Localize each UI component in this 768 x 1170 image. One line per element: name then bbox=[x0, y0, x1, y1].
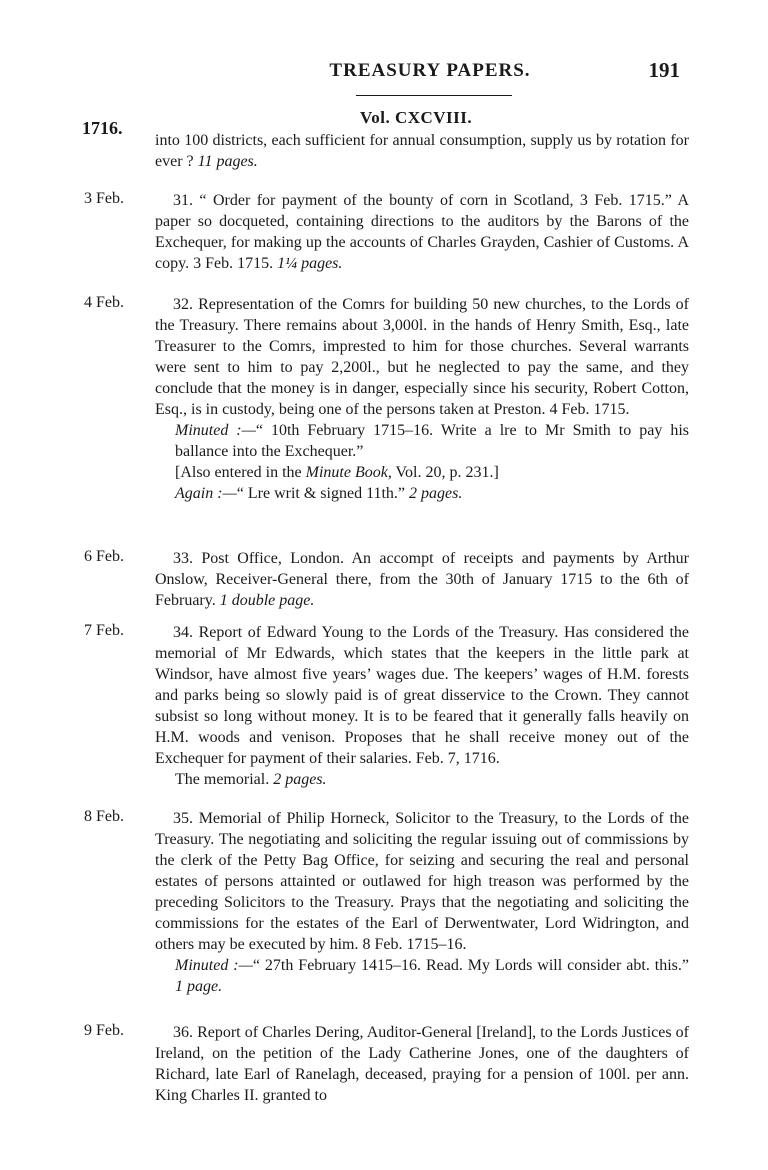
entry-date: 9 Feb. bbox=[84, 1022, 124, 1039]
entry-date: 7 Feb. bbox=[84, 622, 124, 639]
minuted-label: Minuted :— bbox=[175, 422, 256, 439]
year-label: 1716. bbox=[82, 118, 123, 138]
continuation-entry bbox=[155, 130, 689, 172]
entry-36 bbox=[155, 1022, 689, 1106]
memorial-note: The memorial. bbox=[175, 771, 270, 788]
running-title: TREASURY PAPERS. bbox=[329, 60, 531, 81]
page-count: 1 double page. bbox=[219, 592, 315, 609]
entry-text: 31. “ Order for payment of the bounty of corn in Scotland, 3 Feb. 1715.” A paper so docqueted, containing directions to the auditors by the Barons of the Exchequer, for making up the accounts of Charles Grayden, Cashier of Customs. A copy. 3 Feb. 1715. bbox=[155, 192, 689, 272]
entry-text: 35. Memorial of Philip Horneck, Solicitor to the Treasury, to the Lords of the Treasury. The negotiating and soliciting the regular issuing out of commissions by the clerk of the Petty Bag Office, for seizing and securing the real and personal estates of persons attainted or outlawed for high treason was performed by the preceding Solicitors to the Treasury. Prays that the negotiating and soliciting the commissions for the estates of the Earl of Derwentwater, Lord Widrington, and others may be executed by him. 8 Feb. 1715–16. bbox=[155, 810, 689, 953]
minuted-label: Minuted :— bbox=[175, 957, 253, 974]
entry-text: 36. Report of Charles Dering, Auditor-General [Ireland], to the Lords Justices of Ireland, on the petition of the Lady Catherine Jones, one of the daughters of Richard, late Earl of Ranelagh, deceased, praying for a pension of 100l. per ann. King Charles II. granted to bbox=[155, 1024, 689, 1104]
entry-31 bbox=[155, 190, 689, 274]
page-count: 2 pages. bbox=[409, 485, 463, 502]
cross-reference-suffix: , Vol. 20, p. 231.] bbox=[387, 464, 499, 481]
again-label: Again :— bbox=[175, 485, 237, 502]
page-count: 2 pages. bbox=[273, 771, 327, 788]
entry-date: 4 Feb. bbox=[84, 294, 124, 311]
entry-34 bbox=[155, 622, 689, 790]
entry-date: 6 Feb. bbox=[84, 548, 124, 565]
minuted-text: “ 27th February 1415–16. Read. My Lords will consider abt. this.” bbox=[252, 957, 690, 974]
entry-text: into 100 districts, each sufficient for annual consumption, supply us by rotation for ever ? bbox=[155, 132, 689, 170]
entry-32 bbox=[155, 294, 689, 504]
volume-heading: Vol. CXCVIII. bbox=[360, 108, 473, 127]
cross-reference-prefix: [Also entered in the bbox=[175, 464, 306, 481]
entry-text: 34. Report of Edward Young to the Lords of the Treasury. Has considered the memorial of Mr Edwards, which states that the keepers in the little park at Windsor, have almost five years’ wages due. The keepers’ wages of H.M. forests and parks being so slowly paid is of great disservice to the Crown. They cannot subsist so long without money. It is to be feared that it generally falls heavily on H.M. woods and venison. Proposes that he shall receive money out of the Exchequer for payment of their salaries. Feb. 7, 1716. bbox=[155, 624, 689, 767]
page-count: 1¼ pages. bbox=[277, 255, 343, 272]
entry-date: 8 Feb. bbox=[84, 808, 124, 825]
page-number: 191 bbox=[648, 58, 680, 82]
page-count: 1 page. bbox=[175, 978, 223, 995]
cross-reference-book: Minute Book bbox=[305, 464, 388, 481]
entry-text: 33. Post Office, London. An accompt of receipts and payments by Arthur Onslow, Receiver-General there, from the 30th of January 1715 to the 6th of February. bbox=[155, 550, 689, 609]
entry-35 bbox=[155, 808, 689, 997]
entry-date: 3 Feb. bbox=[84, 190, 124, 207]
entry-text: 32. Representation of the Comrs for building 50 new churches, to the Lords of the Treasury. There remains about 3,000l. in the hands of Henry Smith, Esq., late Treasurer to the Comrs, imprested to him for those churches. Several warrants were sent to him to pay 2,200l., but he neglected to pay the same, and they conclude that the money is in danger, especially since his security, Robert Cotton, Esq., is in custody, being one of the persons taken at Preston. 4 Feb. 1715. bbox=[155, 296, 689, 418]
again-text: “ Lre writ & signed 11th.” bbox=[236, 485, 406, 502]
page-count: 11 pages. bbox=[197, 153, 258, 170]
entry-33 bbox=[155, 548, 689, 611]
minuted-text: “ 10th February 1715–16. Write a lre to Mr Smith to pay his ballance into the Exchequer.” bbox=[175, 422, 690, 460]
header-rule bbox=[356, 95, 512, 96]
